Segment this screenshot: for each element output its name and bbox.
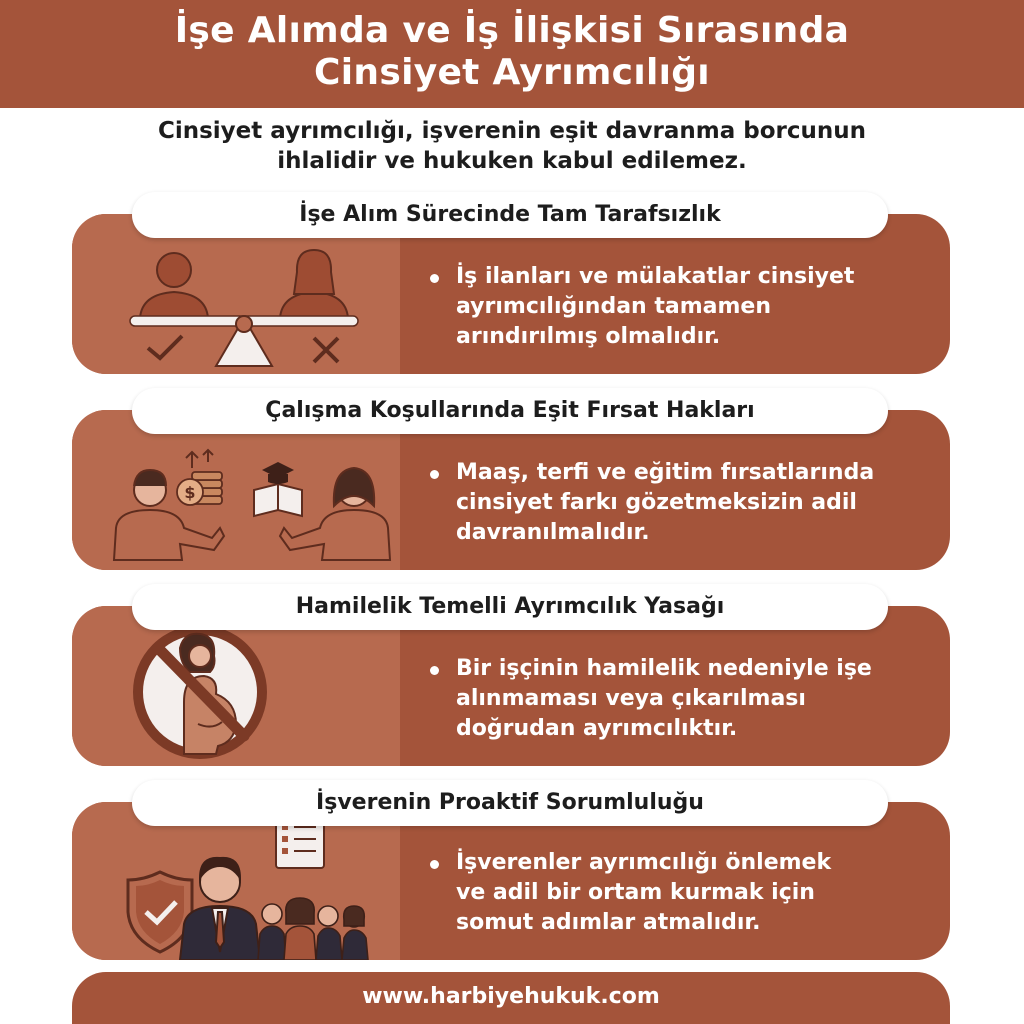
bullet-line: alınmaması veya çıkarılması [456,686,806,711]
page-title-line-2: Cinsiyet Ayrımcılığı [314,52,710,93]
section-2-heading: Çalışma Koşullarında Eşit Fırsat Hakları [132,388,888,434]
section-4-bullet [430,848,935,938]
intro-line-2: ihlalidir ve hukuken kabul edilemez. [277,148,747,174]
section-card-hiring [72,214,950,374]
bullet-dot [430,274,439,283]
section-1-heading: İşe Alım Sürecinde Tam Tarafsızlık [132,192,888,238]
footer-website-link[interactable]: www.harbiyehukuk.com [362,984,660,1009]
bullet-line: İş ilanları ve mülakatlar cinsiyet [456,264,855,289]
section-card-pregnancy [72,606,950,766]
equal-opportunity-icon [72,410,400,570]
bullet-line: davranılmalıdır. [456,520,650,545]
bullet-line: ve adil bir ortam kurmak için [456,880,815,905]
bullet-line: İşverenler ayrımcılığı önlemek [456,850,832,875]
bullet-dot [430,470,439,479]
bullet-line: doğrudan ayrımcılıktır. [456,716,738,741]
pregnancy-prohibited-icon [72,606,400,766]
bullet-line: somut adımlar atmalıdır. [456,910,761,935]
bullet-line: arındırılmış olmalıdır. [456,324,721,349]
bullet-dot [430,860,439,869]
intro-line-1: Cinsiyet ayrımcılığı, işverenin eşit davranma borcunun [157,118,867,144]
section-1-bullet [430,262,935,352]
intro-text [40,116,984,176]
section-3-bullet [430,654,935,744]
section-1-illustration [72,214,400,374]
page-title-line-1: İşe Alımda ve İş İlişkisi Sırasında [174,10,850,51]
bullet-line: cinsiyet farkı gözetmeksizin adil [456,490,857,515]
footer-banner [72,972,950,1024]
bullet-line: Maaş, terfi ve eğitim fırsatlarında [456,460,875,485]
bullet-dot [430,666,439,675]
bullet-line: Bir işçinin hamilelik nedeniyle işe [456,656,872,681]
balance-scale-icon [72,214,400,374]
section-4-heading: İşverenin Proaktif Sorumluluğu [132,780,888,826]
section-card-equal-opportunity [72,410,950,570]
section-3-illustration [72,606,400,766]
title-banner [0,0,1024,108]
section-3-heading: Hamilelik Temelli Ayrımcılık Yasağı [132,584,888,630]
bullet-line: ayrımcılığından tamamen [456,294,771,319]
section-2-illustration [72,410,400,570]
svg-text:$: $ [184,483,196,502]
section-2-bullet [430,458,935,548]
